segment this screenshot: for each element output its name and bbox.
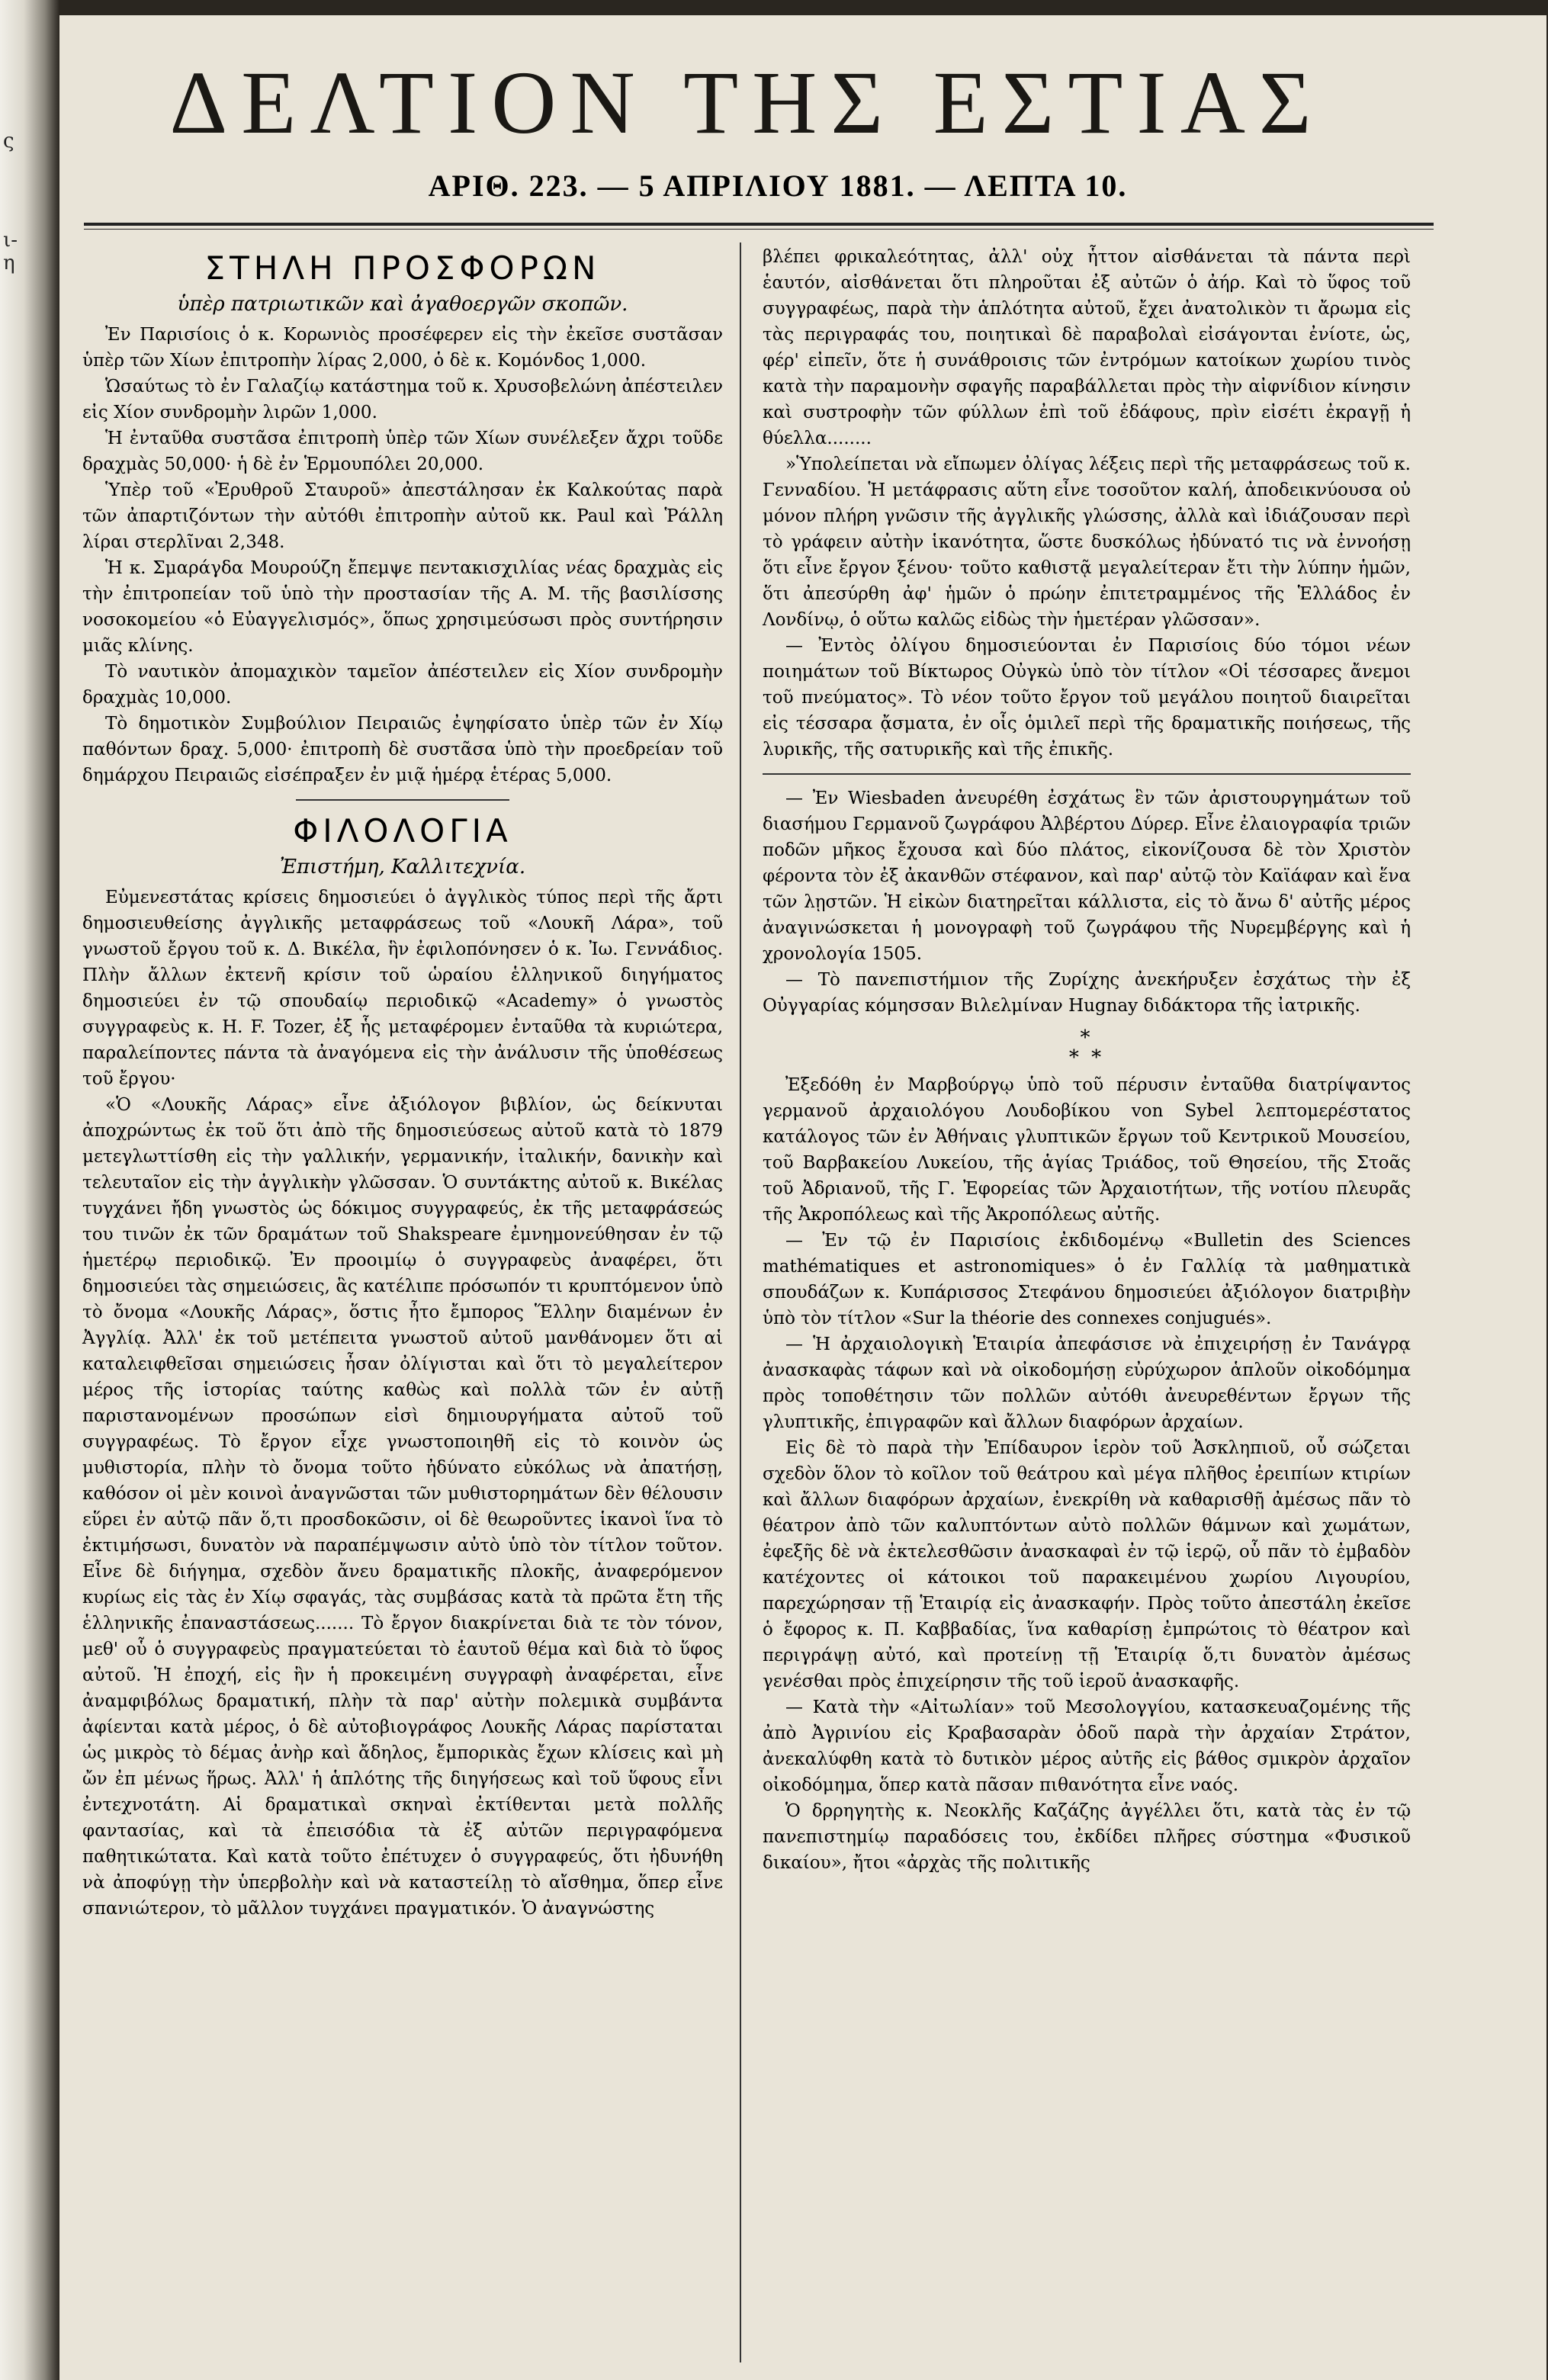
stele-paragraph: Ἡ ἐνταῦθα συστᾶσα ἐπιτροπὴ ὑπὲρ τῶν Χίων συνέλεξεν ἄχρι τοῦδε δραχμὰς 50,000· ἡ δὲ ἐν Ἑρμουπόλει 20,000. <box>82 429 723 474</box>
issue-line: ΑΡΙΘ. 223. — 5 ΑΠΡΙΛΙΟΥ 1881. — ΛΕΠΤΑ 10. <box>428 169 1128 203</box>
philologia-paragraph: Εὐμενεστάτας κρίσεις δημοσιεύει ὁ ἀγγλικὸς τύπος περὶ τῆς ἄρτι δημοσιευθείσης ἀγγλικῆς μεταφράσεως τοῦ «Λουκῆ Λάρα», τοῦ γνωστοῦ ἔργου τοῦ κ. Δ. Βικέλα, ἣν ἐφιλοπόνησεν ὁ κ. Ἰω. Γεννάδιος. Πλὴν ἄλλων ἐκτενῆ κρίσιν τοῦ ὡραίου ἑλληνικοῦ διηγήματος δημοσιεύει ἐν τῷ σπουδαίῳ περιοδικῷ «Academy» ὁ γνωστὸς συγγραφεὺς κ. H. F. Tozer, ἐξ ἧς μεταφέρομεν ἐνταῦθα τὰ κυριώτερα, παραλείποντες πάντα τὰ ἀναγόμενα εἰς τὴν ἀνάλυσιν τῆς ὑποθέσεως τοῦ ἔργου· <box>82 888 723 1089</box>
column-divider <box>740 242 741 2362</box>
article-paragraph: βλέπει φρικαλεότητας, ἀλλ' οὐχ ἧττον αἰσθάνεται τὰ πάντα περὶ ἑαυτόν, αἰσθάνεται ὅτι πληροῦται ἐξ αὐτῶν ὁ ἀήρ. Καὶ τὸ ὕφος τοῦ συγγραφέως, παρὰ τὴν ἁπλότητα αὐτοῦ, ἔχει ἀνατολικὸν τι ἄρωμα εἰς τὰς περιγραφάς του, ποιητικαὶ δὲ παραβολαὶ εἰσάγονται ἐνίοτε, ὡς, φέρ' εἰπεῖν, ὅτε ἡ συνάθροισις τῶν ἐντρόμων κατοίκων χωρίου τινὸς κατὰ τὴν παραμονὴν σφαγῆς παραβάλλεται πρὸς τὴν αἰφνίδιον κίνησιν καὶ συστροφὴν τῶν φύλλων ἐπὶ τοῦ ἐδάφους, πρὶν εἰσέτι ἐκραγῇ ἡ θύελλα........ <box>763 247 1411 448</box>
article-paragraph: — Ἐν τῷ ἐν Παρισίοις ἐκδιδομένῳ «Bulletin des Sciences mathématiques et astronomiques» ὁ ἐν Γαλλίᾳ τὰ μαθηματικὰ σπουδάζων κ. Κυπάρισσος Στεφάνου δημοσιεύει ἀξιόλογον διατριβὴν ὑπὸ τὸν τίτλον «Sur la théorie des connexes conjugués». <box>763 1231 1411 1328</box>
section-rule <box>296 799 509 801</box>
page-edge <box>0 0 59 2380</box>
edge-glyph: η <box>3 252 15 275</box>
philologia-paragraph: «Ὁ «Λουκῆς Λάρας» εἶνε ἀξιόλογον βιβλίον, ὡς δείκνυται ἀποχρώντως ἐκ τοῦ ὅτι ἀπὸ τῆς δημοσιεύσεως αὐτοῦ κατὰ τὸ 1879 μετεγλωττίσθη εἰς τὴν γαλλικήν, γερμανικήν, ἰταλικήν, δανικὴν καὶ τελευταῖον εἰς τὴν ἀγγλικὴν γλῶσσαν. Ὁ συντάκτης αὐτοῦ κ. Βικέλας τυγχάνει ἤδη γνωστὸς ὡς δόκιμος συγγραφεύς, ἐκ τῆς μεταφράσεώς του τινῶν ἐκ τῶν δραμάτων τοῦ Shakspeare ἐμνημονεύθησαν ἐν τῷ ἡμετέρῳ περιοδικῷ. Ἐν προοιμίῳ ὁ συγγραφεὺς ἀναφέρει, ὅτι δημοσιεύει τὰς σημειώσεις, ἃς κατέλιπε πρόσωπόν τι κρυπτόμενον ὑπὸ τὸ ὄνομα «Λουκῆς Λάρας», ὅστις ἦτο ἔμπορος Ἕλλην διαμένων ἐν Ἀγγλίᾳ. Ἀλλ' ἐκ τοῦ μετέπειτα γνωστοῦ αὐτοῦ μανθάνομεν ὅτι αἱ καταλειφθεῖσαι σημειώσεις ἦσαν ὀλίγισται καὶ ὅτι τὸ μεγαλείτερον μέρος τῆς ἱστορίας ταύτης καθὼς καὶ πολλὰ τῶν ἐν αὐτῇ παριστανομένων προσώπων εἰσὶ δημιουργήματα αὐτοῦ τοῦ συγγραφέως. Τὸ ἔργον εἶχε γνωστοποιηθῆ εἰς τὸ κοινὸν ὡς μυθιστορία, πλὴν τὸ ὄνομα τοῦτο ἠδύνατο εὐκόλως νὰ ἀπατήσῃ, καθόσον οἱ μὲν κοινοὶ ἀναγνῶσται τῶν μυθιστορημάτων δὲν θέλουσιν εὕρει ἐν αὐτῷ πᾶν ὅ,τι προσδοκῶσιν, οἱ δὲ θεωροῦντες ἱκανοὶ ἵνα τὸ ἐκτιμήσωσι, δυνατὸν νὰ παραπέμψωσιν αὐτὸ ὑπὸ τὸν τίτλον τοῦτον. Εἶνε δὲ διήγημα, σχεδὸν ἄνευ δραματικῆς πλοκῆς, ἀναφερόμενον κυρίως εἰς τὰς ἐν Χίῳ σφαγάς, τὰς συμβάσας κατὰ τὰ πρῶτα ἔτη τῆς ἑλληνικῆς ἐπαναστάσεως....... Τὸ ἔργον διακρίνεται διὰ τε τὸν τόνον, μεθ' οὗ ὁ συγγραφεὺς πραγματεύεται τὸ ἑαυτοῦ θέμα καὶ διὰ τὸ ὕφος αὐτοῦ. Ἡ ἐποχή, εἰς ἣν ἡ προκειμένη συγγραφὴ ἀναφέρεται, εἶνε ἀναμφιβόλως δραματική, πλὴν τὰ παρ' αὐτὴν πολεμικὰ συμβάντα ἀφίενται κατὰ μέρος, ὁ δὲ αὐτοβιογράφος Λουκῆς Λάρας παρίσταται ὡς μικρὸς τὸ δέμας ἀνὴρ καὶ ἄδηλος, ἔμπορικὰς ἔχων κλίσεις καὶ μὴ ὤν ἐπ μένως ἥρως. Ἀλλ' ἡ ἁπλότης τῆς διηγήσεως καὶ τοῦ ὕφους εἶνι ἐντεχνοτάτη. Αἱ δραματικαὶ σκηναὶ ἐκτίθενται μετὰ πολλῆς φαντασίας, καὶ τὰ ἐπεισόδια τὰ ἐξ αὐτῶν περιγραφόμενα παθητικώτατα. Καὶ κατὰ τοῦτο ἐπέτυχεν ὁ συγγραφεύς, ὅτι ἠδυνήθη νὰ ἀποφύγῃ τὴν ὑπερβολὴν καὶ νὰ καταστείλῃ τὸ αἴσθημα, ὅπερ εἶνε σπανιώτερον, τὸ μᾶλλον τυγχάνει πραγματικόν. Ὁ ἀναγνώστης <box>82 1095 723 1919</box>
asterism-divider: * * * <box>1068 1026 1105 1069</box>
edge-glyph: ς <box>3 130 14 153</box>
stele-paragraph: Ὑπὲρ τοῦ «Ἐρυθροῦ Σταυροῦ» ἀπεστάλησαν ἐκ Καλκούτας παρὰ τῶν ἀπαρτιζόντων τὴν αὐτόθι ἐπιτροπὴν αὐτοῦ κκ. Paul καὶ Ῥάλλη λίραι στερλῖναι 2,348. <box>82 480 723 552</box>
article-paragraph: Εἰς δὲ τὸ παρὰ τὴν Ἐπίδαυρον ἱερὸν τοῦ Ἀσκληπιοῦ, οὗ σώζεται σχεδὸν ὅλον τὸ κοῖλον τοῦ θεάτρου καὶ μέγα πλῆθος ἐρειπίων κτιρίων καὶ ἄλλων διαφόρων ἀρχαίων, ἐνεκρίθη νὰ καθαρισθῇ ἀμέσως πᾶν τὸ θέατρον ἀπὸ τῶν καλυπτόντων αὐτὸ πολλῶν θάμνων καὶ χωμάτων, ἐφεξῆς δὲ νὰ ἐκτελεσθῶσιν ἀνασκαφαὶ ἐν τῷ ἱερῷ, οὗ πᾶν τὸ ἐμβαδὸν κατέχοντες οἱ κάτοικοι τοῦ παρακειμένου χωρίου Λιγουρίου, παρεχώρησαν τῇ Ἑταιρίᾳ εἰς ἀνασκαφήν. Πρὸς τοῦτο ἀπεστάλη ἐκεῖσε ὁ ἔφορος κ. Π. Καββαδίας, ἵνα καθαρίσῃ ἐμπρώτοις τὸ θέατρον καὶ περιγράψῃ αὐτό, καὶ προτείνῃ τῇ Ἑταιρίᾳ ὅ,τι δυνατὸν ἀμέσως γενέσθαι πρὸς ἐπιχείρησιν τῆς τοῦ ἱεροῦ ἀνασκαφῆς. <box>763 1438 1411 1691</box>
stele-paragraph: Ἐν Παρισίοις ὁ κ. Κορωνιὸς προσέφερεν εἰς τὴν ἐκεῖσε συστᾶσαν ὑπὲρ τῶν Χίων ἐπιτροπὴν λίρας 2,000, ὁ δὲ κ. Κομόνδος 1,000. <box>82 325 723 371</box>
article-paragraph: — Ἐν Wiesbaden ἀνευρέθη ἐσχάτως ἓν τῶν ἀριστουργημάτων τοῦ διασήμου Γερμανοῦ ζωγράφου Ἀλβέρτου Δύρερ. Εἶνε ἐλαιογραφία τριῶν ποδῶν μῆκος ἔχουσα καὶ δύο πλάτος, εἰκονίζουσα δὲ τὸν Χριστὸν φέροντα τὸν ἐξ ἀκανθῶν στέφανον, καὶ παρ' αὐτῷ τὸν Καϊάφαν καὶ ἕνα τῶν λῃστῶν. Ἡ εἰκὼν διατηρεῖται κάλλιστα, εἰς τὸ ἄνω δ' αὐτῆς μέρος ἀναγινώσκεται ἡ μονογραφὴ τοῦ ζωγράφου τῆς Νυρεμβέργης καὶ ἡ χρονολογία 1505. <box>763 789 1411 964</box>
stele-paragraph: Τὸ ναυτικὸν ἀπομαχικὸν ταμεῖον ἀπέστειλεν εἰς Χίον συνδρομὴν δραχμὰς 10,000. <box>82 662 723 708</box>
stele-paragraph: Ὡσαύτως τὸ ἐν Γαλαζίῳ κατάστημα τοῦ κ. Χρυσοβελώνη ἀπέστειλεν εἰς Χίον συνδρομὴν λιρῶν 1,000. <box>82 377 723 422</box>
right-column <box>763 244 1411 1876</box>
masthead-rule <box>84 223 1434 226</box>
philologia-title: ΦΙΛΟΛΟΓΙΑ <box>293 812 512 850</box>
article-paragraph: — Ἐντὸς ὀλίγου δημοσιεύονται ἐν Παρισίοις δύο τόμοι νέων ποιημάτων τοῦ Βίκτωρος Οὐγκὼ ὑπὸ τὸν τίτλον «Οἱ τέσσαρες ἄνεμοι τοῦ πνεύματος». Τὸ νέον τοῦτο ἔργον τοῦ μεγάλου ποιητοῦ διαιρεῖται εἰς τέσσαρα ᾄσματα, ἐν οἷς ὁμιλεῖ περὶ τῆς δραματικῆς ποιήσεως, τῆς λυρικῆς, τῆς σατυρικῆς καὶ τῆς ἐπικῆς. <box>763 636 1411 760</box>
article-paragraph: »Ὑπολείπεται νὰ εἴπωμεν ὀλίγας λέξεις περὶ τῆς μεταφράσεως τοῦ κ. Γενναδίου. Ἡ μετάφρασις αὕτη εἶνε τοσοῦτον καλή, ἀποδεικνύουσα οὐ μόνον πλήρη γνῶσιν τῆς ἀγγλικῆς γλώσσης, ἀλλὰ καὶ ἰδιάζουσαν περὶ τὸ γράφειν αὐτὴν ἱκανότητα, ὥστε δυσκόλως ἠδύνατό τις νὰ ἐννοήσῃ ὅτι εἶνε ἔργον ξένου· τοῦτο καθιστᾷ μεγαλείτεραν ἔτι τὴν λύπην ἡμῶν, ὅτι ἀπεσύρθη ἀφ' ἡμῶν ὁ πρώην ἐπιτετραμμένος τῆς Ἑλλάδος ἐν Λονδίνῳ, ὁ οὕτω καλῶς εἰδὼς τὴν ἡμετέραν γλῶσσαν». <box>763 454 1411 630</box>
philologia-subtitle: Ἐπιστήμη, Καλλιτεχνία. <box>279 856 526 878</box>
article-paragraph: Ὁ δρρηγητὴς κ. Νεοκλῆς Καζάζης ἀγγέλλει ὅτι, κατὰ τὰς ἐν τῷ πανεπιστημίῳ παραδόσεις του, ἐκδίδει πλῆρες σύστημα «Φυσικοῦ δικαίου», ἤτοι «ἀρχὰς τῆς πολιτικῆς <box>763 1801 1411 1873</box>
stele-subtitle: ὑπὲρ πατριωτικῶν καὶ ἀγαθοεργῶν σκοπῶν. <box>177 293 628 316</box>
stele-paragraph: Ἡ κ. Σμαράγδα Μουρούζη ἔπεμψε πεντακισχιλίας νέας δραχμὰς εἰς τὴν ἐπιτροπείαν τοῦ ὑπὸ τὴν προστασίαν τῆς Α. Μ. τῆς βασιλίσσης νοσοκομείου «ὁ Εὐαγγελισμός», ὅπως χρησιμεύσωσι πρὸς συντήρησιν μιᾶς κλίνης. <box>82 558 723 656</box>
stele-paragraph: Τὸ δημοτικὸν Συμβούλιον Πειραιῶς ἐψηφίσατο ὑπὲρ τῶν ἐν Χίῳ παθόντων δραχ. 5,000· ἐπιτροπὴ δὲ συστᾶσα ὑπὸ τὴν προεδρείαν τοῦ δημάρχου Πειραιῶς εἰσέπραξεν ἐν μιᾷ ἡμέρᾳ ἑτέρας 5,000. <box>82 714 723 785</box>
article-paragraph: — Τὸ πανεπιστήμιον τῆς Ζυρίχης ἀνεκήρυξεν ἐσχάτως τὴν ἐξ Οὐγγαρίας κόμησσαν Βιλελμίναν Hugnay διδάκτορα τῆς ἰατρικῆς. <box>763 970 1411 1016</box>
masthead-rule-thin <box>84 229 1434 230</box>
left-column <box>82 244 723 1922</box>
masthead-title: ΔΕΛΤΙΟΝ ΤΗΣ ΕΣΤΙΑΣ <box>169 53 1325 153</box>
article-paragraph: — Ἡ ἀρχαιολογικὴ Ἑταιρία ἀπεφάσισε νὰ ἐπιχειρήσῃ ἐν Τανάγρᾳ ἀνασκαφὰς τάφων καὶ νὰ οἰκοδομήσῃ εὐρύχωρον ἁπλοῦν οἰκοδόμημα πρὸς τοποθέτησιν τῶν πολλῶν αὐτόθι ἀνευρεθέντων ἔργων τῆς γλυπτικῆς, ἐπιγραφῶν καὶ ἄλλων διαφόρων ἀρχαίων. <box>763 1335 1411 1432</box>
section-rule <box>763 773 1411 775</box>
article-paragraph: — Κατὰ τὴν «Αἰτωλίαν» τοῦ Μεσολογγίου, κατασκευαζομένης τῆς ἀπὸ Ἀγρινίου εἰς Κραβασαρὰν ὁδοῦ παρὰ τὴν ἀρχαίαν Στράτον, ἀνεκαλύφθη κατὰ τὸ δυτικὸν μέρος αὐτῆς εἰς βάθος σμικρὸν ἀρχαῖον οἰκοδόμημα, ὅπερ κατὰ πᾶσαν πιθανότητα εἶνε ναός. <box>763 1697 1411 1795</box>
edge-glyph: ι- <box>3 229 18 252</box>
article-paragraph: Ἐξεδόθη ἐν Μαρβούργῳ ὑπὸ τοῦ πέρυσιν ἐνταῦθα διατρίψαντος γερμανοῦ ἀρχαιολόγου Λουδοβίκου von Sybel λεπτομερέστατος κατάλογος τῶν ἐν Ἀθήναις γλυπτικῶν ἔργων τοῦ Κεντρικοῦ Μουσείου, τοῦ Βαρβακείου Λυκείου, τῆς ἁγίας Τριάδος, τοῦ Θησείου, τῆς Στοᾶς τοῦ Ἀδριανοῦ, τῆς Γ. Ἐφορείας τῶν Ἀρχαιοτήτων, τῆς νοτίου πλευρᾶς τῆς Ἀκροπόλεως καὶ τῆς Ἀκροπόλεως αὐτῆς. <box>763 1075 1411 1225</box>
stele-title: ΣΤΗΛΗ ΠΡΟΣΦΟΡΩΝ <box>204 249 601 287</box>
